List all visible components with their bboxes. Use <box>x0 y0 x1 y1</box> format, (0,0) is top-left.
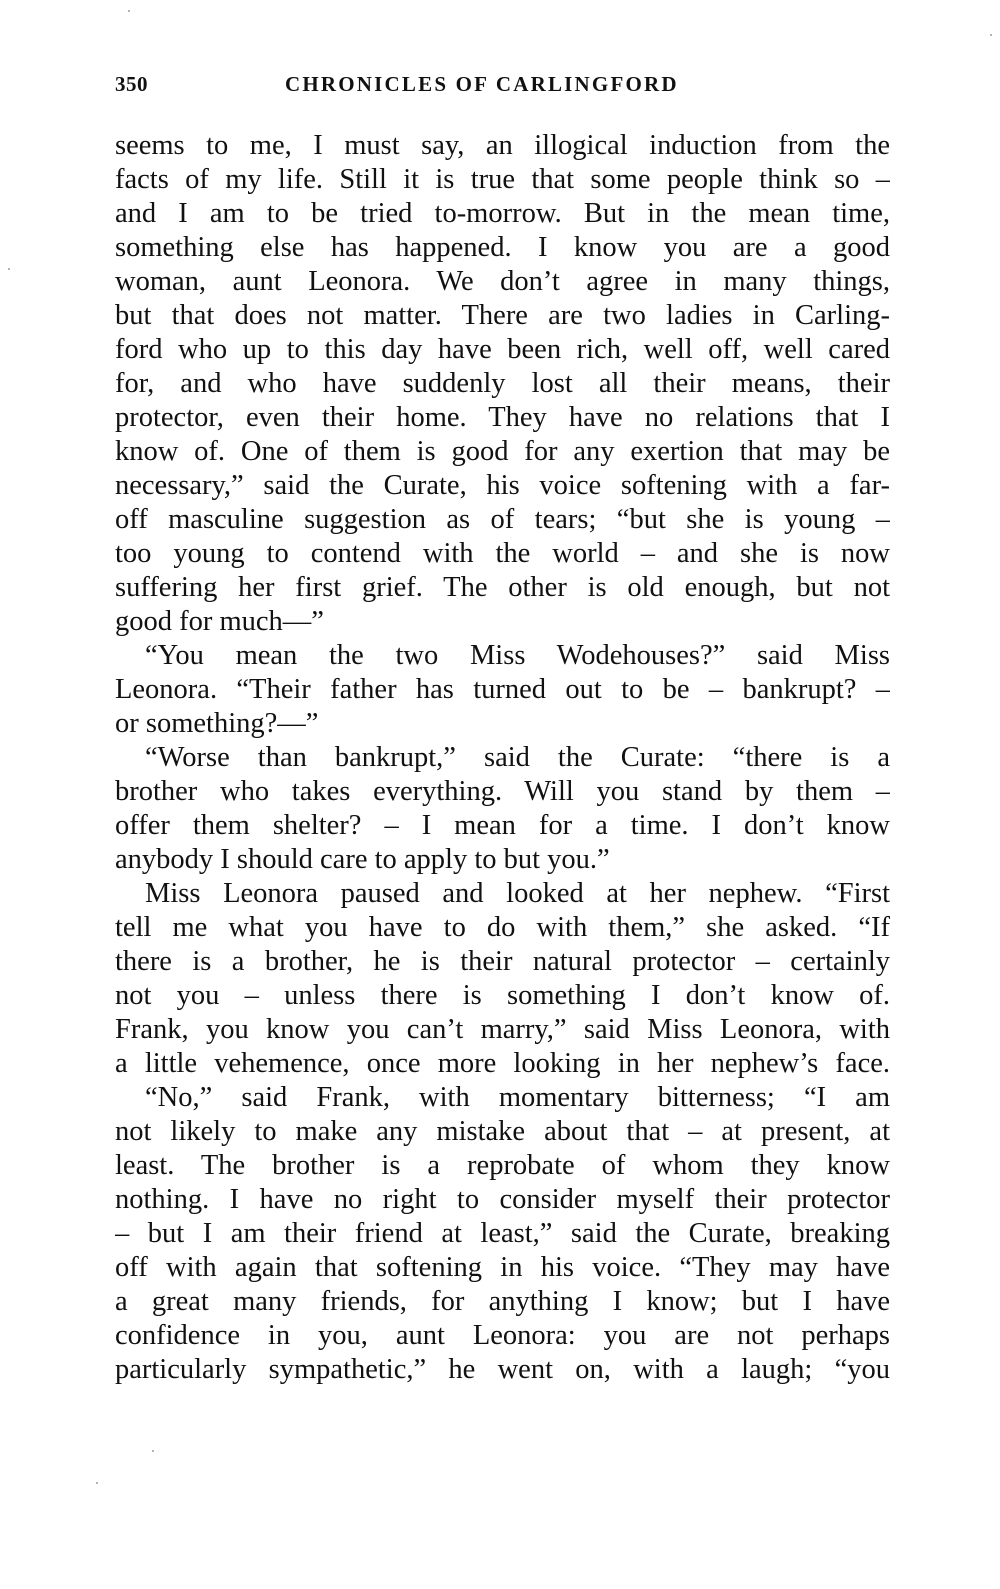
text-line: ford who up to this day have been rich, well off, well cared <box>115 334 890 365</box>
book-title: CHRONICLES OF CARLINGFORD <box>285 72 679 96</box>
text-line: particularly sympathetic,” he went on, with a laugh; “you <box>115 1354 890 1385</box>
text-line: least. The brother is a reprobate of whom they know <box>115 1150 890 1181</box>
text-line: “You mean the two Miss Wodehouses?” said Miss <box>145 640 890 671</box>
text-line: too young to contend with the world – and she is now <box>115 538 890 569</box>
text-line: facts of my life. Still it is true that some people think so – <box>115 164 890 195</box>
text-line: seems to me, I must say, an illogical induction from the <box>115 130 890 161</box>
text-line: a little vehemence, once more looking in her nephew’s face. <box>115 1048 890 1079</box>
text-line: not likely to make any mistake about that – at present, at <box>115 1116 890 1147</box>
running-head <box>115 72 890 102</box>
scan-speck <box>8 268 10 270</box>
text-line: anybody I should care to apply to but you.” <box>115 844 610 875</box>
text-line: Leonora. “Their father has turned out to be – bankrupt? – <box>115 674 890 705</box>
text-line: Frank, you know you can’t marry,” said Miss Leonora, with <box>115 1014 890 1045</box>
scan-speck <box>96 1482 98 1484</box>
text-line: – but I am their friend at least,” said the Curate, breaking <box>115 1218 890 1249</box>
text-line: or something?—” <box>115 708 319 739</box>
text-line: “Worse than bankrupt,” said the Curate: “there is a <box>145 742 890 773</box>
body-text <box>115 129 890 1387</box>
text-line: for, and who have suddenly lost all their means, their <box>115 368 890 399</box>
text-line: there is a brother, he is their natural protector – certainly <box>115 946 890 977</box>
text-line: good for much—” <box>115 606 324 637</box>
scan-speck <box>990 34 992 36</box>
text-line: off masculine suggestion as of tears; “but she is young – <box>115 504 890 535</box>
text-line: confidence in you, aunt Leonora: you are not perhaps <box>115 1320 890 1351</box>
text-line: a great many friends, for anything I know; but I have <box>115 1286 890 1317</box>
text-line: but that does not matter. There are two ladies in Carling- <box>115 300 890 331</box>
scan-speck <box>128 10 130 12</box>
text-line: off with again that softening in his voice. “They may have <box>115 1252 890 1283</box>
scan-speck <box>152 1450 154 1452</box>
text-line: offer them shelter? – I mean for a time. I don’t know <box>115 810 890 841</box>
text-line: protector, even their home. They have no relations that I <box>115 402 890 433</box>
page-number: 350 <box>115 72 148 96</box>
text-line: and I am to be tried to-morrow. But in the mean time, <box>115 198 890 229</box>
text-line: woman, aunt Leonora. We don’t agree in many things, <box>115 266 890 297</box>
text-line: know of. One of them is good for any exertion that may be <box>115 436 890 467</box>
text-line: not you – unless there is something I don’t know of. <box>115 980 890 1011</box>
text-line: necessary,” said the Curate, his voice softening with a far- <box>115 470 890 501</box>
text-line: nothing. I have no right to consider myself their protector <box>115 1184 890 1215</box>
text-line: suffering her first grief. The other is old enough, but not <box>115 572 890 603</box>
text-line: Miss Leonora paused and looked at her nephew. “First <box>145 878 890 909</box>
text-line: tell me what you have to do with them,” she asked. “If <box>115 912 890 943</box>
text-line: something else has happened. I know you are a good <box>115 232 890 263</box>
text-line: “No,” said Frank, with momentary bitterness; “I am <box>145 1082 890 1113</box>
text-line: brother who takes everything. Will you stand by them – <box>115 776 890 807</box>
